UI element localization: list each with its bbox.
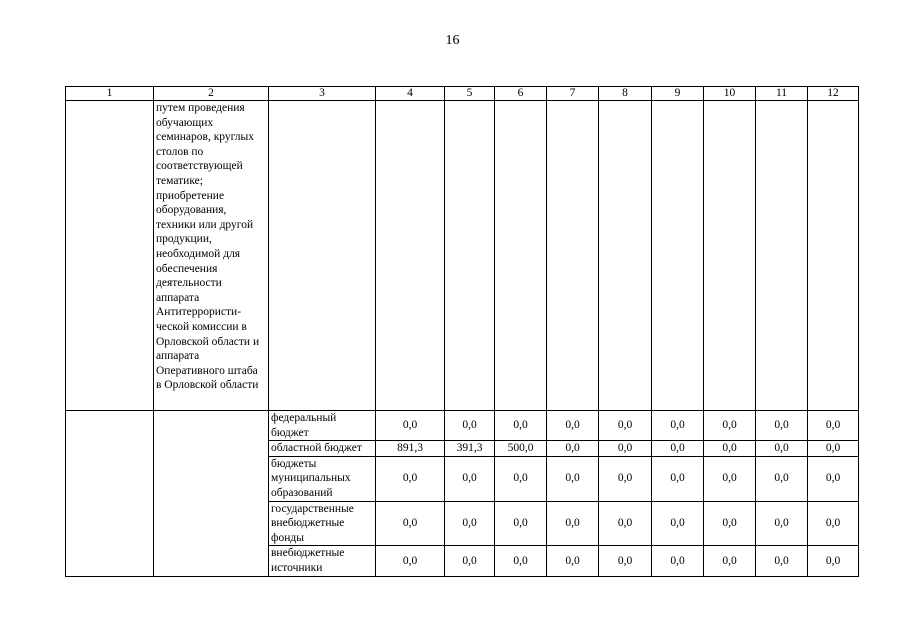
- funding-value: 0,0: [652, 411, 704, 441]
- funding-source: внебюджетные источники: [269, 546, 376, 576]
- empty-cell: [808, 101, 859, 411]
- funding-value: 0,0: [704, 546, 756, 576]
- funding-value: 0,0: [599, 546, 652, 576]
- funding-value: 0,0: [547, 456, 599, 501]
- funding-value: 891,3: [376, 441, 445, 457]
- column-header: 7: [547, 87, 599, 101]
- description-row: [66, 101, 859, 411]
- funding-value: 0,0: [704, 441, 756, 457]
- funding-row-federal: [66, 411, 859, 441]
- funding-value: 0,0: [376, 411, 445, 441]
- funding-value: 0,0: [808, 411, 859, 441]
- funding-value: 0,0: [599, 441, 652, 457]
- funding-value: 0,0: [376, 501, 445, 546]
- column-header: 11: [756, 87, 808, 101]
- empty-cell: [66, 101, 154, 411]
- funding-value: 0,0: [547, 501, 599, 546]
- funding-value: 500,0: [495, 441, 547, 457]
- funding-value: 0,0: [495, 456, 547, 501]
- empty-cell: [599, 101, 652, 411]
- page-number: 16: [445, 33, 460, 48]
- funding-source: государственные внебюджетные фонды: [269, 501, 376, 546]
- funding-value: 0,0: [652, 456, 704, 501]
- funding-value: 0,0: [599, 501, 652, 546]
- measure-description: путем проведения обучающих семинаров, круглых столов по соответствующей тематике; приобретение оборудования, техники или другой продукции, необходимой для обеспечения деятельности аппарата Антитеррористи-ческой комиссии в Орловской области и аппарата Оперативного штаба в Орловской области: [154, 101, 269, 411]
- funding-value: 0,0: [756, 456, 808, 501]
- funding-value: 0,0: [547, 546, 599, 576]
- funding-value: 0,0: [445, 546, 495, 576]
- funding-value: 0,0: [445, 411, 495, 441]
- funding-source: бюджеты муниципальных образований: [269, 456, 376, 501]
- column-header: 5: [445, 87, 495, 101]
- column-header: 4: [376, 87, 445, 101]
- funding-value: 0,0: [495, 411, 547, 441]
- funding-value: 0,0: [704, 411, 756, 441]
- column-header: 10: [704, 87, 756, 101]
- empty-cell: [154, 411, 269, 577]
- funding-value: 0,0: [808, 441, 859, 457]
- empty-cell: [652, 101, 704, 411]
- header-row: [66, 87, 859, 101]
- funding-value: 0,0: [704, 501, 756, 546]
- funding-value: 0,0: [547, 411, 599, 441]
- funding-value: 0,0: [756, 411, 808, 441]
- funding-value: 0,0: [808, 501, 859, 546]
- funding-value: 391,3: [445, 441, 495, 457]
- empty-cell: [756, 101, 808, 411]
- empty-cell: [547, 101, 599, 411]
- column-header: 8: [599, 87, 652, 101]
- funding-value: 0,0: [495, 501, 547, 546]
- funding-value: 0,0: [652, 546, 704, 576]
- funding-value: 0,0: [808, 456, 859, 501]
- empty-cell: [66, 411, 154, 577]
- funding-value: 0,0: [756, 501, 808, 546]
- column-header: 3: [269, 87, 376, 101]
- funding-source: федеральный бюджет: [269, 411, 376, 441]
- funding-value: 0,0: [704, 456, 756, 501]
- funding-value: 0,0: [652, 501, 704, 546]
- empty-cell: [269, 101, 376, 411]
- funding-value: 0,0: [547, 441, 599, 457]
- column-header: 9: [652, 87, 704, 101]
- funding-value: 0,0: [652, 441, 704, 457]
- funding-value: 0,0: [599, 411, 652, 441]
- funding-source: областной бюджет: [269, 441, 376, 457]
- empty-cell: [376, 101, 445, 411]
- funding-value: 0,0: [756, 441, 808, 457]
- empty-cell: [495, 101, 547, 411]
- funding-value: 0,0: [599, 456, 652, 501]
- funding-value: 0,0: [495, 546, 547, 576]
- column-header: 12: [808, 87, 859, 101]
- column-header: 2: [154, 87, 269, 101]
- empty-cell: [445, 101, 495, 411]
- funding-value: 0,0: [756, 546, 808, 576]
- funding-value: 0,0: [808, 546, 859, 576]
- funding-value: 0,0: [445, 501, 495, 546]
- funding-value: 0,0: [376, 546, 445, 576]
- empty-cell: [704, 101, 756, 411]
- budget-table: [65, 86, 859, 577]
- funding-value: 0,0: [445, 456, 495, 501]
- funding-value: 0,0: [376, 456, 445, 501]
- column-header: 1: [66, 87, 154, 101]
- column-header: 6: [495, 87, 547, 101]
